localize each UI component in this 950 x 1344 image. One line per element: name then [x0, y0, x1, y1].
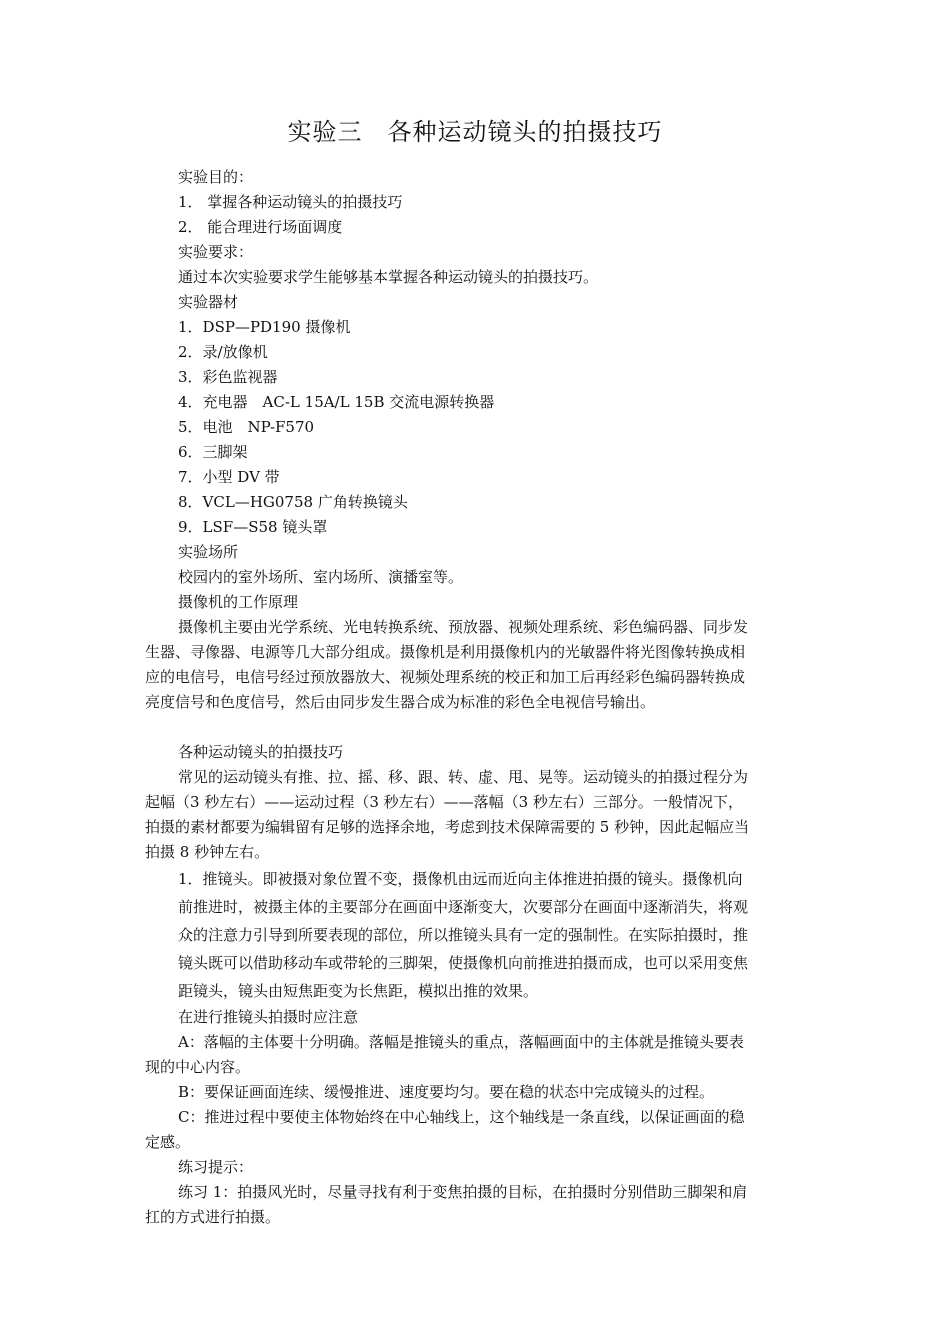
place-heading: 实验场所 — [178, 543, 239, 561]
purpose-item: 2． 能合理进行场面调度 — [178, 218, 343, 236]
equipment-item: 4．充电器 AC-L 15A/L 15B 交流电源转换器 — [178, 393, 495, 411]
paragraph-line: 生器、寻像器、电源等几大部分组成。摄像机是利用摄像机内的光敏器件将光图像转换成相 — [145, 643, 746, 661]
note-a — [145, 1030, 810, 1080]
equipment-item: 5．电池 NP-F570 — [178, 418, 315, 436]
paragraph-line: 摄像机主要由光学系统、光电转换系统、预放器、视频处理系统、彩色编码器、同步发 — [178, 618, 749, 636]
principle-paragraph — [145, 615, 810, 715]
paragraph-line: 1．推镜头。即被摄对象位置不变，摄像机由远而近向主体推进拍摄的镜头。摄像机向 — [178, 870, 743, 888]
techniques-intro-paragraph — [145, 765, 810, 865]
purpose-heading: 实验目的： — [178, 168, 254, 186]
page-title: 实验三 各种运动镜头的拍摄技巧 — [287, 118, 663, 146]
purpose-item: 1． 掌握各种运动镜头的拍摄技巧 — [178, 193, 403, 211]
paragraph-line: 拍摄的素材都要为编辑留有足够的选择余地，考虑到技术保障需要的 5 秒钟，因此起幅应当 — [145, 818, 750, 836]
equipment-item: 1．DSP—PD190 摄像机 — [178, 318, 351, 336]
paragraph-line: 练习 1：拍摄风光时，尽量寻找有利于变焦拍摄的目标，在拍摄时分别借助三脚架和肩 — [178, 1183, 748, 1201]
paragraph-line: B：要保证画面连续、缓慢推进、速度要均匀。要在稳的状态中完成镜头的过程。 — [178, 1083, 715, 1101]
paragraph-line: A：落幅的主体要十分明确。落幅是推镜头的重点，落幅画面中的主体就是推镜头要表 — [178, 1033, 744, 1051]
paragraph-line: C：推进过程中要使主体物始终在中心轴线上，这个轴线是一条直线，以保证画面的稳 — [178, 1108, 745, 1126]
paragraph-line: 前推进时，被摄主体的主要部分在画面中逐渐变大，次要部分在画面中逐渐消失，将观 — [178, 898, 749, 916]
equipment-item: 6．三脚架 — [178, 443, 248, 461]
note-c — [145, 1105, 810, 1155]
blank-line — [145, 715, 810, 740]
paragraph-line: 应的电信号，电信号经过预放器放大、视频处理系统的校正和加工后再经彩色编码器转换成 — [145, 668, 746, 686]
requirement-text: 通过本次实验要求学生能够基本掌握各种运动镜头的拍摄技巧。 — [178, 268, 599, 286]
principle-heading: 摄像机的工作原理 — [178, 593, 299, 611]
paragraph-line: 定感。 — [145, 1133, 191, 1151]
paragraph-line: 拍摄 8 秒钟左右。 — [145, 843, 270, 861]
paragraph-line: 镜头既可以借助移动车或带轮的三脚架，使摄像机向前推进拍摄而成，也可以采用变焦 — [178, 954, 749, 972]
push-shot-paragraph — [145, 865, 810, 1005]
requirement-heading: 实验要求： — [178, 243, 254, 261]
paragraph-line: 距镜头，镜头由短焦距变为长焦距，模拟出推的效果。 — [178, 982, 539, 1000]
techniques-heading: 各种运动镜头的拍摄技巧 — [178, 743, 344, 761]
paragraph-line: 常见的运动镜头有推、拉、摇、移、跟、转、虚、甩、晃等。运动镜头的拍摄过程分为 — [178, 768, 749, 786]
tip-1 — [145, 1180, 810, 1230]
equipment-heading: 实验器材 — [178, 293, 239, 311]
notes-heading: 在进行推镜头拍摄时应注意 — [178, 1008, 359, 1026]
paragraph-line: 扛的方式进行拍摄。 — [145, 1208, 281, 1226]
paragraph-line: 现的中心内容。 — [145, 1058, 251, 1076]
equipment-item: 9．LSF—S58 镜头罩 — [178, 518, 328, 536]
document-body — [145, 165, 810, 1230]
equipment-item: 7．小型 DV 带 — [178, 468, 280, 486]
note-b — [145, 1080, 810, 1105]
paragraph-line: 众的注意力引导到所要表现的部位，所以推镜头具有一定的强制性。在实际拍摄时，推 — [178, 926, 749, 944]
equipment-item: 8．VCL—HG0758 广角转换镜头 — [178, 493, 408, 511]
paragraph-line: 起幅（3 秒左右）——运动过程（3 秒左右）——落幅（3 秒左右）三部分。一般情况下， — [145, 793, 743, 811]
paragraph-line: 亮度信号和色度信号，然后由同步发生器合成为标准的彩色全电视信号输出。 — [145, 693, 656, 711]
place-text: 校园内的室外场所、室内场所、演播室等。 — [178, 568, 464, 586]
tips-heading: 练习提示： — [178, 1158, 254, 1176]
equipment-item: 3．彩色监视器 — [178, 368, 278, 386]
equipment-item: 2．录/放像机 — [178, 343, 268, 361]
